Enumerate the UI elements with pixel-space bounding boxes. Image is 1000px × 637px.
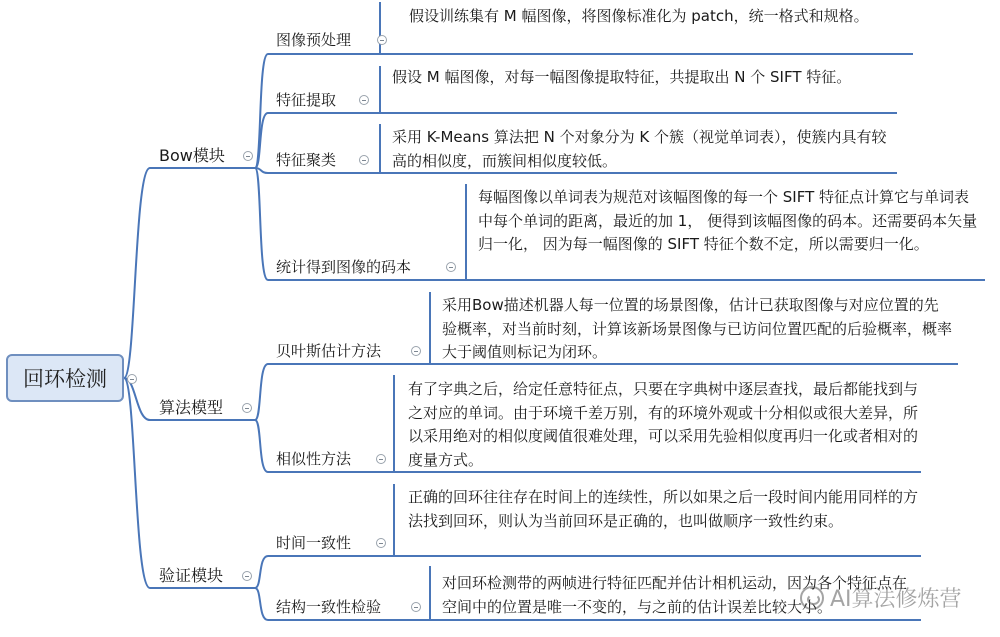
node-codebook-label[interactable]: 统计得到图像的码本 bbox=[276, 258, 412, 276]
root-node[interactable] bbox=[6, 354, 124, 402]
node-codebook-desc: 每幅图像以单词表为规范对该幅图像的每一个 SIFT 特征点计算它与单词表中每个单词的距离，最近的加 1， 便得到该幅图像的码本。还需要码本矢量归一化， 因为每一幅图像的 SIFT 特征个数不定，所以需要归一化。 bbox=[478, 188, 978, 253]
node-bayes-label[interactable]: 贝叶斯估计方法 bbox=[276, 342, 382, 360]
branch-bow-label[interactable]: Bow模块 bbox=[159, 146, 225, 165]
node-cluster-label[interactable]: 特征聚类 bbox=[276, 151, 337, 169]
connector-algo-bayes bbox=[255, 364, 268, 420]
collapse-toggle-algorithm[interactable] bbox=[242, 403, 252, 413]
connector-verify-structural bbox=[255, 588, 268, 620]
node-bayes-desc: 采用Bow描述机器人每一位置的场景图像，估计已获取图像与对应位置的先验概率，对当前时刻，计算该新场景图像与已访问位置匹配的后验概率，概率大于阈值则标记为闭环。 bbox=[442, 296, 953, 361]
node-temporal-desc: 正确的回环往往存在时间上的连续性，所以如果之后一段时间内能用同样的方法找到回环，则认为当前回环是正确的，也叫做顺序一致性约束。 bbox=[408, 488, 919, 530]
node-temporal-label[interactable]: 时间一致性 bbox=[276, 534, 352, 552]
connector-verify-temporal bbox=[255, 556, 268, 588]
node-extract-desc: 假设 M 幅图像，对每一幅图像提取特征，共提取出 N 个 SIFT 特征。 bbox=[392, 68, 852, 86]
collapse-toggle-temporal[interactable] bbox=[376, 538, 386, 548]
watermark-text: AI算法修炼营 bbox=[830, 587, 962, 612]
node-structural-desc: 对回环检测带的两帧进行特征匹配并估计相机运动，因为各个特征点在空间中的位置是唯一不变的，与之前的估计误差比较大小。 bbox=[442, 574, 908, 616]
wechat-logo-icon bbox=[800, 586, 824, 610]
collapse-toggle-extract[interactable] bbox=[359, 95, 369, 105]
collapse-toggle-bayes[interactable] bbox=[411, 346, 421, 356]
root-label: 回环检测 bbox=[23, 367, 107, 391]
connector-bow-codebook bbox=[255, 168, 268, 280]
collapse-toggle-similarity[interactable] bbox=[376, 454, 386, 464]
node-preprocess-label[interactable]: 图像预处理 bbox=[276, 31, 352, 49]
connector-bow-preprocess bbox=[255, 54, 268, 168]
branch-verify-label[interactable]: 验证模块 bbox=[159, 566, 224, 585]
collapse-toggle-root[interactable] bbox=[127, 374, 137, 384]
watermark bbox=[800, 582, 962, 613]
node-preprocess-desc: 假设训练集有 M 幅图像，将图像标准化为 patch，统一格式和规格。 bbox=[409, 7, 869, 25]
node-extract-label[interactable]: 特征提取 bbox=[276, 91, 337, 109]
collapse-toggle-verify[interactable] bbox=[242, 571, 252, 581]
collapse-toggle-preprocess[interactable] bbox=[377, 35, 387, 45]
collapse-toggle-bow[interactable] bbox=[243, 151, 253, 161]
node-similarity-desc: 有了字典之后，给定任意特征点，只要在字典树中逐层查找，最后都能找到与之对应的单词。由于环境千差万别，有的环境外观或十分相似或很大差异，所以采用绝对的相似度阈值很难处理，可以采用先验相似度再归一化或者相对的度量方式。 bbox=[408, 380, 919, 469]
node-similarity-label[interactable]: 相似性方法 bbox=[276, 450, 352, 468]
collapse-toggle-codebook[interactable] bbox=[446, 262, 456, 272]
node-structural-label[interactable]: 结构一致性检验 bbox=[276, 598, 382, 616]
collapse-toggle-cluster[interactable] bbox=[359, 155, 369, 165]
connector-algo-similarity bbox=[255, 420, 268, 472]
connector-root-verify bbox=[124, 378, 150, 588]
connector-root-bow bbox=[124, 168, 150, 378]
collapse-toggle-structural[interactable] bbox=[411, 602, 421, 612]
node-cluster-desc: 采用 K-Means 算法把 N 个对象分为 K 个簇（视觉单词表），使簇内具有较高的相似度，而簇间相似度较低。 bbox=[392, 128, 887, 170]
branch-algorithm-label[interactable]: 算法模型 bbox=[159, 398, 224, 417]
